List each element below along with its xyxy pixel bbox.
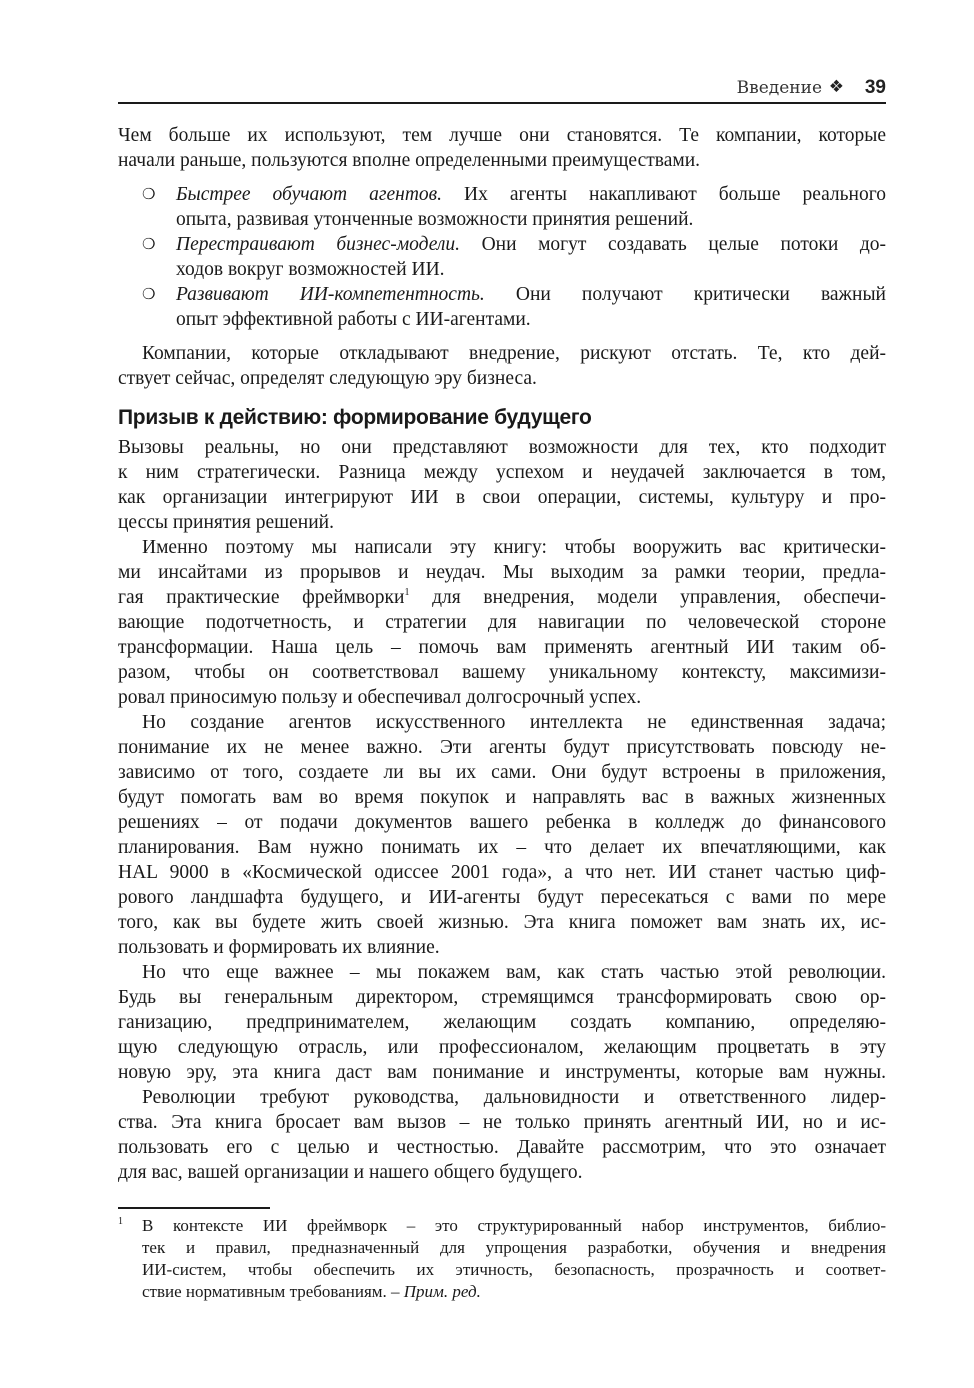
text-line: рового ландшафта будущего, и ИИ-агенты будут пересекаться с вами по мере [118,887,886,908]
text-fragment: ствие нормативным требованиям. – [142,1282,404,1301]
text-line: Чем больше их используют, тем лучше они становятся. Те компании, которые [118,125,886,146]
text-fragment: В контексте ИИ фреймворк – это структурированный набор инструментов, библио- [142,1216,886,1235]
text-line: HAL 9000 в «Космической одиссее 2001 года», а что нет. ИИ станет частью циф- [118,862,886,883]
text-line: начали раньше, пользуются вполне определенными преимуществами. [118,150,701,171]
text-line: щую следующую отрасль, или профессионалом, желающим процветать в эту [118,1037,886,1058]
bullet-lead: Перестраивают бизнес-модели. [176,234,461,255]
text-fragment: для внедрения, модели управления, обеспечи- [409,587,886,608]
circle-bullet-icon: ❍ [142,285,156,303]
text-line: Но создание агентов искусственного интеллекта не единственная задача; [142,712,886,733]
text-line: цессы принятия решений. [118,512,334,533]
text-line: решениях – от подачи документов вашего ребенка в колледж до финансового [118,812,886,833]
footnote-line: тек и правил, предназначенный для упрощения разработки, обучения и внедрения [142,1238,886,1257]
text-line: ганизацию, предпринимателем, желающим создать компанию, определяю- [118,1012,886,1033]
running-header [118,76,886,104]
footnote-marker: 1 [118,1216,123,1227]
bullet-item [118,232,886,282]
footnote-reference[interactable]: 1 [404,587,410,598]
section-title: Введение [736,78,822,98]
text-line: ства. Эта книга бросает вам вызов – не только принять агентный ИИ, но и ис- [118,1112,886,1133]
text-line: опыта, развивая утонченные возможности принятия решений. [176,209,694,230]
text-line: Но что еще важнее – мы покажем вам, как стать частью этой революции. [142,962,886,983]
footnote-line [118,1281,886,1303]
page-number: 39 [864,77,886,98]
ornament-icon: ❖ [828,77,844,97]
text-line [118,585,886,610]
text-line: зависимо от того, создаете ли вы их сами. Они будут встроены в приложения, [118,762,886,783]
footnote [118,1215,886,1303]
text-line: Революции требуют руководства, дальновидности и ответственного лидер- [142,1087,886,1108]
text-line: к ним стратегически. Разница между успехом и неудачей заключается в том, [118,462,886,483]
text-line: ствует сейчас, определят следующую эру бизнеса. [118,368,537,389]
bullet-text: Они получают критически важный [484,284,886,305]
text-line: планирования. Вам нужно понимать их – что делает их впечатляющими, как [118,837,886,858]
text-line: Именно поэтому мы написали эту книгу: чтобы вооружить вас критически- [142,537,886,558]
text-line: Вызовы реальны, но они представляют возможности для тех, кто подходит [118,437,886,458]
text-line [118,282,886,307]
text-line: для вас, вашей организации и нашего общего будущего. [118,1162,583,1183]
circle-bullet-icon: ❍ [142,185,156,203]
text-line: пользовать и формировать их влияние. [118,937,440,958]
paragraph [118,435,886,535]
text-line: Будь вы генеральным директором, стремящимся трансформировать свою ор- [118,987,886,1008]
text-line: новую эру, эта книга даст вам понимание и инструменты, которые вам нужны. [118,1062,886,1083]
paragraph [118,960,886,1085]
text-line [118,182,886,207]
body-text [118,123,886,1185]
text-line: понимание их не менее важно. Эти агенты будут присутствовать повсюду не- [118,737,886,758]
text-line: будут помогать вам во время покупок и направлять вас в важных жизненных [118,787,886,808]
bullet-list [118,182,886,332]
footnote-line [118,1215,886,1237]
circle-bullet-icon: ❍ [142,235,156,253]
paragraph [118,710,886,960]
text-line: ровал приносимую пользу и обеспечивал долгосрочный успех. [118,687,642,708]
text-line: трансформации. Наша цель – помочь вам применять агентный ИИ таким об- [118,637,886,658]
bullet-text: Их агенты накапливают больше реального [442,184,886,205]
bullet-lead: Быстрее обучают агентов. [176,184,442,205]
bullet-item [118,182,886,232]
footnote-line: ИИ-систем, чтобы обеспечить их этичность, безопасность, прозрачность и соответ- [142,1260,886,1279]
text-line: разом, чтобы он соответствовал вашему уникальному контексту, максимизи- [118,662,886,683]
intro-paragraph [118,123,886,173]
editor-note: Прим. ред. [403,1282,481,1301]
text-line: пользовать его с целью и честностью. Давайте рассмотрим, что это означает [118,1137,886,1158]
paragraph [118,1085,886,1185]
text-line [118,232,886,257]
bullet-lead: Развивают ИИ-компетентность. [176,284,485,305]
text-line: того, как вы будете жить своей жизнью. Эта книга поможет вам знать их, ис- [118,912,886,933]
text-fragment: гая практические фреймворки [118,587,405,608]
text-line: ми инсайтами из прорывов и неудач. Мы выходим за рамки теории, предла- [118,562,886,583]
text-line: опыт эффективной работы с ИИ-агентами. [176,309,531,330]
section-heading: Призыв к действию: формирование будущего [118,406,592,429]
paragraph [118,535,886,710]
text-line: Компании, которые откладывают внедрение, рискуют отстать. Те, кто дей- [142,343,886,364]
bullet-item [118,282,886,332]
footnote-divider [118,1207,270,1209]
text-line: вающие подотчетность, и стратегии для навигации по человеческой стороне [118,612,886,633]
paragraph [118,341,886,391]
text-line: ходов вокруг возможностей ИИ. [176,259,445,280]
text-line: как организации интегрируют ИИ в свои операции, системы, культуру и про- [118,487,886,508]
bullet-text: Они могут создавать целые потоки до- [460,234,886,255]
